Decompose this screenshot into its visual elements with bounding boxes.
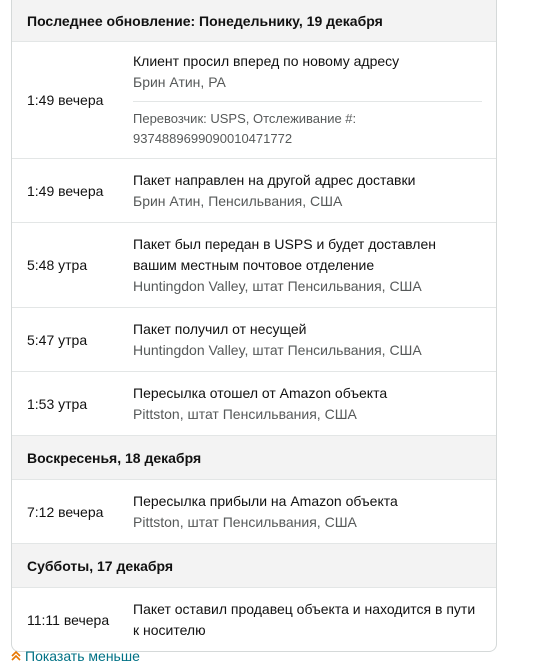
tracking-event: [12, 372, 496, 436]
event-description-line: Пакет был передан в USPS и будет доставлен: [133, 235, 436, 252]
event-description-line: вашим местным почтовое отделение: [133, 256, 375, 273]
event-details: [133, 319, 496, 361]
event-time: 1:49 вечера: [27, 92, 104, 108]
event-location: Pittston, штат Пенсильвания, США: [133, 405, 357, 422]
tracking-number: 9374889699090010471772: [133, 131, 293, 146]
day-header-dec-17: [12, 544, 496, 588]
day-header-label: Субботы, 17 декабря: [27, 557, 174, 574]
event-time: 11:11 вечера: [27, 611, 110, 628]
tracking-event: [12, 480, 496, 544]
tracking-event: [12, 159, 496, 223]
event-description: Клиент просил вперед по новому адресу: [133, 53, 400, 69]
tracking-event: [12, 588, 496, 651]
event-location: Брин Атин, PA: [133, 74, 226, 90]
event-time: 5:47 утра: [27, 331, 88, 348]
carrier-info: [133, 101, 482, 149]
day-header-dec-18: [12, 436, 496, 480]
carrier-line: Перевозчик: USPS, Отслеживание #:: [133, 111, 357, 126]
event-time: 1:49 вечера: [27, 182, 104, 199]
day-header-label: Последнее обновление: Понедельнику, 19 декабря: [27, 12, 383, 29]
event-details: [133, 51, 496, 149]
show-less-link[interactable]: [11, 648, 140, 664]
event-description: Пакет направлен на другой адрес доставки: [133, 171, 416, 188]
day-header-dec-19: [12, 0, 496, 42]
day-header-label: Воскресенья, 18 декабря: [27, 449, 202, 466]
show-less-label: Показать меньше: [25, 648, 140, 664]
tracking-event: [12, 223, 496, 308]
event-time: 5:48 утра: [27, 257, 88, 273]
tracking-event: [12, 308, 496, 372]
event-details: [133, 170, 496, 212]
event-time: 7:12 вечера: [27, 503, 104, 520]
event-description: Пакет получил от несущей: [133, 320, 307, 337]
event-description-line: Пакет оставил продавец объекта и находится в пути: [133, 600, 476, 617]
event-details: [133, 491, 496, 533]
event-details: [133, 599, 496, 641]
event-description-line: к носителю: [133, 621, 206, 638]
event-location: Huntingdon Valley, штат Пенсильвания, США: [133, 341, 422, 358]
event-description: Пересылка отошел от Amazon объекта: [133, 384, 388, 401]
event-time: 1:53 утра: [27, 395, 88, 412]
tracking-history-card: [11, 0, 497, 652]
event-location: Pittston, штат Пенсильвания, США: [133, 513, 357, 530]
event-description: Пересылка прибыли на Amazon объекта: [133, 492, 398, 509]
event-location: Брин Атин, Пенсильвания, США: [133, 192, 343, 209]
event-details: [133, 383, 496, 425]
event-details: [133, 234, 496, 297]
event-location: Huntingdon Valley, штат Пенсильвания, США: [133, 277, 422, 294]
double-chevron-up-icon: [11, 651, 21, 661]
tracking-event: [12, 42, 496, 159]
